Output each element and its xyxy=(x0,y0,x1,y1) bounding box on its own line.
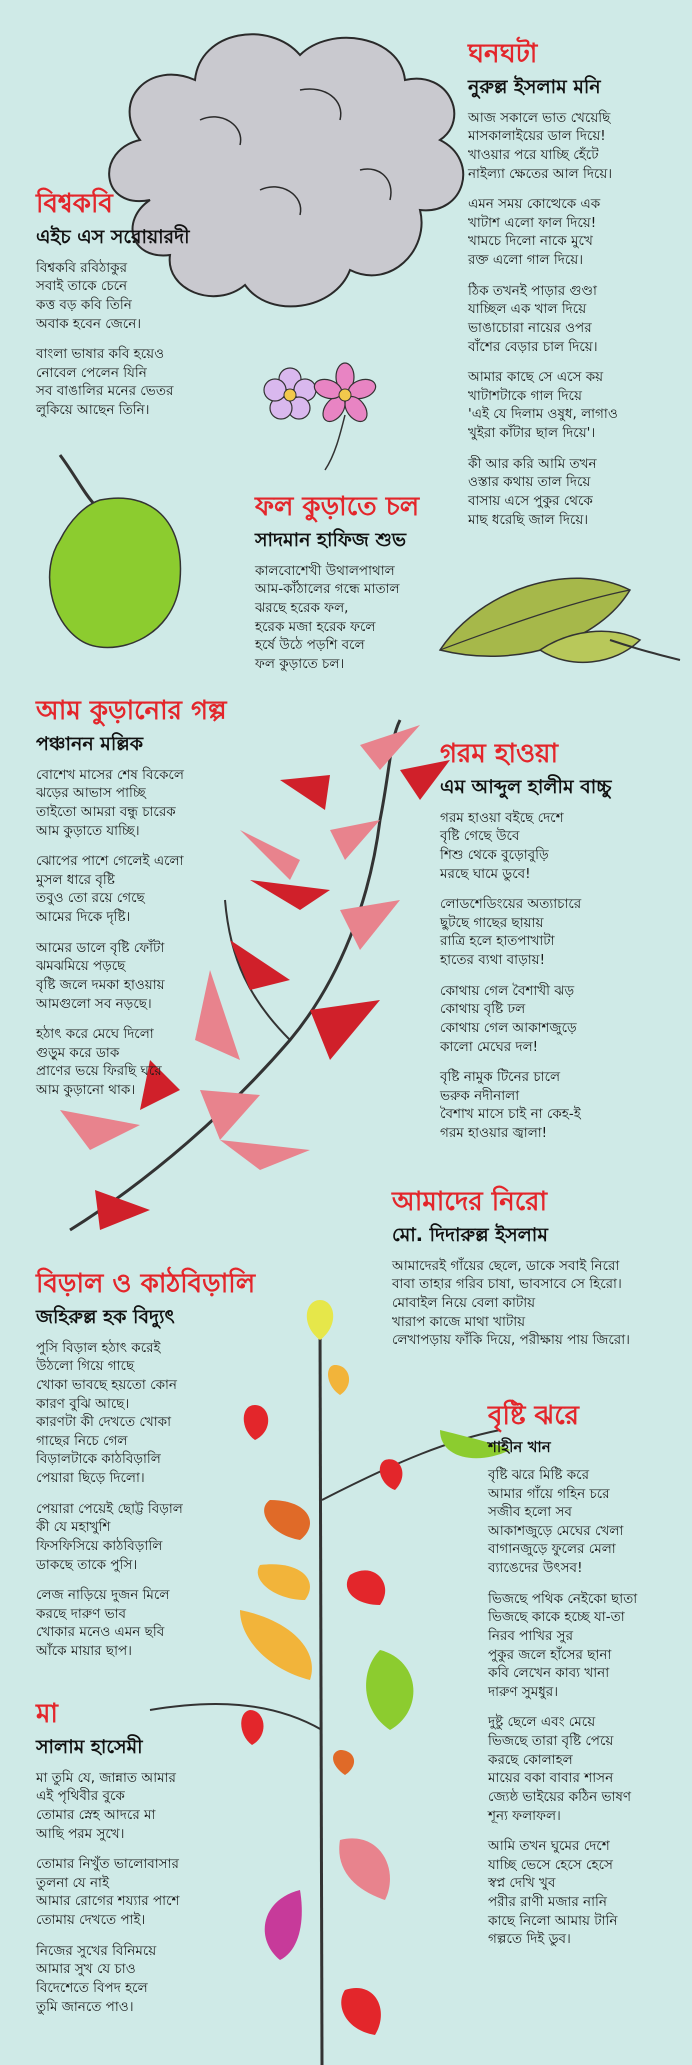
stanza xyxy=(36,1339,286,1488)
poem-line: খামচে দিলো নাকে মুখে xyxy=(468,233,593,250)
poem-line: ফল কুড়াতে চল। xyxy=(255,655,345,672)
poem-line: আছি পরম সুখে। xyxy=(36,1825,125,1842)
poem-line: আমের দিকে দৃষ্টি। xyxy=(36,909,131,926)
poem-line: বিড়ালটাকে কাঠবিড়ালি xyxy=(36,1451,161,1468)
poem-line: গাছের নিচে গেল xyxy=(36,1432,128,1449)
stanza xyxy=(468,195,683,270)
poem-line: দারুণ সুমধুর। xyxy=(488,1683,559,1700)
poem-phol xyxy=(255,493,495,685)
green-leaf-illustration xyxy=(50,455,181,648)
poem-body xyxy=(255,562,495,674)
poem-body xyxy=(36,766,266,1100)
poem-line: হাতের ব্যথা বাড়ায়! xyxy=(440,952,546,969)
poem-line: হর্ষে উঠে পড়শি বলে xyxy=(255,637,365,654)
poem-line: ভিজছে কাকে হচ্ছে যা-তা xyxy=(488,1609,625,1626)
poem-line: হঠাৎ করে মেঘে দিলো xyxy=(36,1026,154,1043)
poem-line: বৃষ্টি ঝরে মিষ্টি করে xyxy=(488,1466,590,1483)
poem-line: ভাঙাচোরা নায়ের ওপর xyxy=(468,319,592,336)
poem-line: করছে দারুণ ভাব xyxy=(36,1605,127,1622)
poem-line: পেয়ারা পেয়েই ছোট্ট বিড়াল xyxy=(36,1500,183,1517)
poem-line: তুমি জানতে পাও। xyxy=(36,1998,134,2015)
poem-line: কবি লেখেন কাব্য খানা xyxy=(488,1665,610,1682)
poem-line: খোকার মনেও এমন ছবি xyxy=(36,1624,165,1641)
poem-aam xyxy=(36,697,266,1112)
poem-line: মুসল ধারে বৃষ্টি xyxy=(36,871,115,888)
poem-line: বাঁশের বেড়ার চাল দিয়ে। xyxy=(468,338,598,355)
poem-line: আমার কাছে সে এসে কয় xyxy=(468,369,604,386)
stanza xyxy=(440,895,685,970)
poem-line: আমি তখন ঘুমের দেশে xyxy=(488,1838,610,1855)
poem-line: বোশেখ মাসের শেষ বিকেলে xyxy=(36,766,184,783)
poem-body xyxy=(36,1769,266,2017)
poem-line: ঝড়ের আভাস পাচ্ছি xyxy=(36,785,146,802)
poem-line: যাচ্ছি ভেসে হেসে হেসে xyxy=(488,1856,613,1873)
poem-title: ঘনঘটা xyxy=(468,39,538,69)
stanza xyxy=(36,1500,286,1575)
poem-line: তোমার স্নেহ আদরে মা xyxy=(36,1806,156,1823)
poem-line: ওস্তার কথায় তাল দিয়ে xyxy=(468,474,591,491)
stanza xyxy=(36,852,266,927)
poem-line: তোমার নিখুঁত ভালোবাসার xyxy=(36,1856,179,1873)
poem-title: আমাদের নিরো xyxy=(392,1187,548,1217)
poem-body xyxy=(36,259,256,420)
poem-line: বৈশাখ মাসে চাই না কেহ-ই xyxy=(440,1106,581,1123)
poem-line: আকাশজুড়ে মেঘের খেলা xyxy=(488,1522,624,1539)
poem-line: শূন্য ফলাফল। xyxy=(488,1807,561,1824)
stanza xyxy=(468,368,683,443)
stanza xyxy=(255,562,495,674)
poem-line: আম কুড়াতে যাচ্ছি। xyxy=(36,822,140,839)
poem-line: লেখাপড়ায় ফাঁকি দিয়ে, পরীক্ষায় পায় জিরো। xyxy=(392,1332,630,1349)
poem-line: মরছে ঘামে ডুবে! xyxy=(440,865,531,882)
poem-line: ঝমঝমিয়ে পড়ছে xyxy=(36,958,126,975)
poem-line: বৃষ্টি গেছে উবে xyxy=(440,828,520,845)
poem-line: কোথায় বৃষ্টি ঢল xyxy=(440,1001,526,1018)
stanza xyxy=(468,455,683,530)
poem-line: কালো মেঘের দল! xyxy=(440,1038,539,1055)
poem-title: আম কুড়ানোর গল্প xyxy=(36,696,227,726)
poem-line: কী যে মহাখুশি xyxy=(36,1519,111,1536)
poem-line: কাছে নিলো আমায় টানি xyxy=(488,1912,618,1929)
poem-line: খাওয়ার পরে যাচ্ছি হেঁটে xyxy=(468,146,599,163)
stanza xyxy=(36,1586,286,1661)
poem-line: তোমায় দেখতে পাই। xyxy=(36,1912,146,1929)
stanza xyxy=(36,1855,266,1930)
poem-line: ছুটছে গাছের ছায়ায় xyxy=(440,914,544,931)
poem-line: ভরুক নদীনালা xyxy=(440,1087,520,1104)
stanza xyxy=(36,766,266,841)
poem-author: শাহীন খান xyxy=(488,1437,551,1456)
poem-body xyxy=(488,1466,688,1949)
poem-body xyxy=(36,1339,286,1661)
poem-line: তবুও তো রয়ে গেছে xyxy=(36,890,145,907)
poem-line: নাইল্যা ক্ষেতের আল দিয়ে। xyxy=(468,165,613,182)
poem-line: নিরব পাখির সুর xyxy=(488,1627,574,1644)
poem-line: লুকিয়ে আছেন তিনি। xyxy=(36,402,150,419)
poem-ma xyxy=(36,1700,266,2028)
poem-line: কারণটা কী দেখতে খোকা xyxy=(36,1414,172,1431)
poem-ghonoghota xyxy=(468,40,683,541)
poem-line: পেয়ারা ছিড়ে দিলো। xyxy=(36,1470,145,1487)
poem-line: তাইতো আমরা বন্ধু চারেক xyxy=(36,803,176,820)
poem-line: এই পৃথিবীর বুকে xyxy=(36,1788,125,1805)
poem-line: কোথায় গেল বৈশাখী ঝড় xyxy=(440,982,575,999)
poem-line: খোকা ভাবছে হয়তো কোন xyxy=(36,1376,177,1393)
poem-line: রক্ত এলো গাল দিয়ে। xyxy=(468,252,584,269)
stanza xyxy=(488,1837,688,1949)
poem-line: গরম হাওয়ার জ্বালা! xyxy=(440,1125,548,1142)
poem-line: মোবাইল নিয়ে বেলা কাটায় xyxy=(392,1294,536,1311)
poem-line: আমার গাঁয়ে গহিন চরে xyxy=(488,1485,610,1502)
poem-line: খারাপ কাজে মাথা খাটায় xyxy=(392,1313,526,1330)
poem-line: মা তুমি যে, জান্নাত আমার xyxy=(36,1769,176,1786)
poem-line: সবাই তাকে চেনে xyxy=(36,278,128,295)
poem-line: আম-কাঁঠালের গন্ধে মাতাল xyxy=(255,581,400,598)
stanza xyxy=(468,109,683,184)
poem-line: সজীব হলো সব xyxy=(488,1504,572,1521)
poem-title: গরম হাওয়া xyxy=(440,739,559,769)
stanza xyxy=(36,1769,266,1844)
poem-author: এইচ এস সরোয়ারদী xyxy=(36,225,190,248)
poem-line: মাছ ধরেছি জাল দিয়ে। xyxy=(468,511,589,528)
poem-line: খাটাশটাকে গাল দিয়ে xyxy=(468,387,582,404)
poem-line: উঠলো গিয়ে গাছে xyxy=(36,1358,135,1375)
poem-body xyxy=(392,1257,692,1350)
stanza xyxy=(440,809,685,884)
poem-line: ফিসফিসিয়ে কাঠবিড়ালি xyxy=(36,1537,163,1554)
poem-line: আমার সুখ যে চাও xyxy=(36,1961,136,1978)
poem-line: পুসি বিড়াল হঠাৎ করেই xyxy=(36,1339,161,1356)
flowers-illustration xyxy=(264,363,378,470)
poem-line: স্বপ্ন দেখি খুব xyxy=(488,1875,556,1892)
poem-line: বিশ্বকবি রবিঠাকুর xyxy=(36,259,127,276)
poem-niro xyxy=(392,1188,692,1362)
poem-author: এম আব্দুল হালীম বাচ্চু xyxy=(440,775,612,798)
poem-line: বিদেশেতে বিপদ হলে xyxy=(36,1979,148,1996)
poem-title: বৃষ্টি ঝরে xyxy=(488,1401,579,1431)
stanza xyxy=(440,1068,685,1143)
poem-line: বাংলা ভাষার কবি হয়েও xyxy=(36,346,165,363)
poem-line: গল্পতে দিই ডুব। xyxy=(488,1931,571,1948)
poem-line: এমন সময় কোত্থেকে এক xyxy=(468,196,601,213)
poem-line: আমের ডালে বৃষ্টি ফোঁটা xyxy=(36,939,165,956)
stanza xyxy=(36,1025,266,1100)
poem-title: ফল কুড়াতে চল xyxy=(255,492,420,522)
stanza xyxy=(488,1590,688,1702)
poem-line: বাগানজুড়ে ফুলের মেলা xyxy=(488,1541,616,1558)
poem-bishwokobi xyxy=(36,190,256,432)
poem-line: কালবোশেখী উথালপাথাল xyxy=(255,562,395,579)
poem-line: যাচ্ছিল এক খাল দিয়ে xyxy=(468,301,587,318)
stanza xyxy=(36,1942,266,2017)
poem-line: আমাদেরই গাঁয়ের ছেলে, ডাকে সবাই নিরো xyxy=(392,1257,620,1274)
poem-line: আমার রোগের শয্যার পাশে xyxy=(36,1893,180,1910)
poem-line: বৃষ্টি জলে দমকা হাওয়ায় xyxy=(36,976,165,993)
poem-title: বিশ্বকবি xyxy=(36,189,113,219)
poem-line: সব বাঙালির মনের ভেতর xyxy=(36,383,174,400)
poem-line: মায়ের বকা বাবার শাসন xyxy=(488,1770,614,1787)
poem-line: পুকুর জলে হাঁসের ছানা xyxy=(488,1646,612,1663)
poem-line: তুলনা যে নাই xyxy=(36,1874,109,1891)
poem-biral xyxy=(36,1270,286,1673)
poem-line: ঝরছে হরেক ফল, xyxy=(255,599,349,616)
poem-line: শিশু থেকে বুড়োবুড়ি xyxy=(440,846,549,863)
poem-line: গুড়ুম করে ডাক xyxy=(36,1044,120,1061)
poem-author: মো. দিদারুল্ল ইসলাম xyxy=(392,1223,548,1246)
poem-body xyxy=(440,809,685,1143)
stanza xyxy=(36,345,256,420)
poem-gorom xyxy=(440,740,685,1155)
poem-line: ভিজছে তারা বৃষ্টি পেয়ে xyxy=(488,1733,614,1750)
poem-line: আম কুড়ানো থাক। xyxy=(36,1082,136,1099)
stanza xyxy=(488,1466,688,1578)
poem-line: আজ সকালে ভাত খেয়েছি xyxy=(468,109,611,126)
poem-line: আঁকে মায়ার ছাপ। xyxy=(36,1643,132,1660)
poem-line: ভিজছে পথিক নেইকো ছাতা xyxy=(488,1590,638,1607)
poem-line: প্রাণের ভয়ে ফিরছি ঘরে xyxy=(36,1063,162,1080)
poem-line: ডাকছে তাকে পুসি। xyxy=(36,1556,138,1573)
poem-line: 'এই যে দিলাম ওষুধ, লাগাও xyxy=(468,406,618,423)
stanza xyxy=(468,282,683,357)
stanza xyxy=(488,1713,688,1825)
stanza xyxy=(36,939,266,1014)
poem-line: কারণ বুঝি আছে। xyxy=(36,1395,130,1412)
poem-line: বাসায় এসে পুকুর থেকে xyxy=(468,492,593,509)
poem-line: রাত্রি হলে হাতপাখাটা xyxy=(440,933,555,950)
poem-line: বাবা তাহার গরিব চাষা, ভাবসাবে সে হিরো। xyxy=(392,1276,622,1293)
poem-title: মা xyxy=(36,1699,58,1729)
poem-line: কত্ত বড় কবি তিনি xyxy=(36,296,132,313)
poem-brishti xyxy=(488,1402,688,1961)
poem-line: ব্যাঙেদের উৎসব! xyxy=(488,1560,583,1577)
stanza xyxy=(440,982,685,1057)
poem-line: নোবেল পেলেন যিনি xyxy=(36,364,147,381)
poem-line: নিজের সুখের বিনিময়ে xyxy=(36,1942,157,1959)
poem-line: গরম হাওয়া বইছে দেশে xyxy=(440,809,564,826)
poem-line: অবাক হবেন জেনে। xyxy=(36,315,142,332)
poem-line: বৃষ্টি নামুক টিনের চালে xyxy=(440,1069,561,1086)
poem-line: কী আর করি আমি তখন xyxy=(468,455,597,472)
poem-line: খুইরা কাঁটার ছাল দিয়ে'। xyxy=(468,425,596,442)
poem-line: লেজ নাড়িয়ে দুজন মিলে xyxy=(36,1587,170,1604)
poem-author: জহিরুল্ল হক বিদ্যুৎ xyxy=(36,1305,175,1328)
poem-line: দুষ্টু ছেলে এবং মেয়ে xyxy=(488,1714,596,1731)
poem-line: কোথায় গেল আকাশজুড়ে xyxy=(440,1019,577,1036)
poem-line: পরীর রাণী মজার নানি xyxy=(488,1894,607,1911)
poem-author: পঞ্চানন মল্লিক xyxy=(36,732,144,755)
stanza xyxy=(36,259,256,334)
poem-author: সালাম হাসেমী xyxy=(36,1735,143,1758)
poem-author: সাদমান হাফিজ শুভ xyxy=(255,528,406,551)
poem-title: বিড়াল ও কাঠবিড়ালি xyxy=(36,1269,256,1299)
stanza xyxy=(392,1257,692,1350)
poem-line: আমগুলো সব নড়ছে। xyxy=(36,995,152,1012)
poem-line: হরেক মজা হরেক ফলে xyxy=(255,618,376,635)
poem-line: ঠিক তখনই পাড়ার গুণ্ডা xyxy=(468,282,597,299)
poem-body xyxy=(468,109,683,530)
poem-line: ঝোপের পাশে গেলেই এলো xyxy=(36,853,184,870)
poem-line: মাসকালাইয়ের ডাল দিয়ে! xyxy=(468,128,606,145)
poem-line: খাটাশ এলো ফাল দিয়ে! xyxy=(468,214,597,231)
poem-author: নুরুল্ল ইসলাম মনি xyxy=(468,75,601,98)
poem-line: জ্যেষ্ঠ ভাইয়ের কঠিন ভাষণ xyxy=(488,1788,632,1805)
poem-line: লোডশেডিংয়ের অত্যাচারে xyxy=(440,896,582,913)
poem-line: করছে কোলাহল xyxy=(488,1751,573,1768)
